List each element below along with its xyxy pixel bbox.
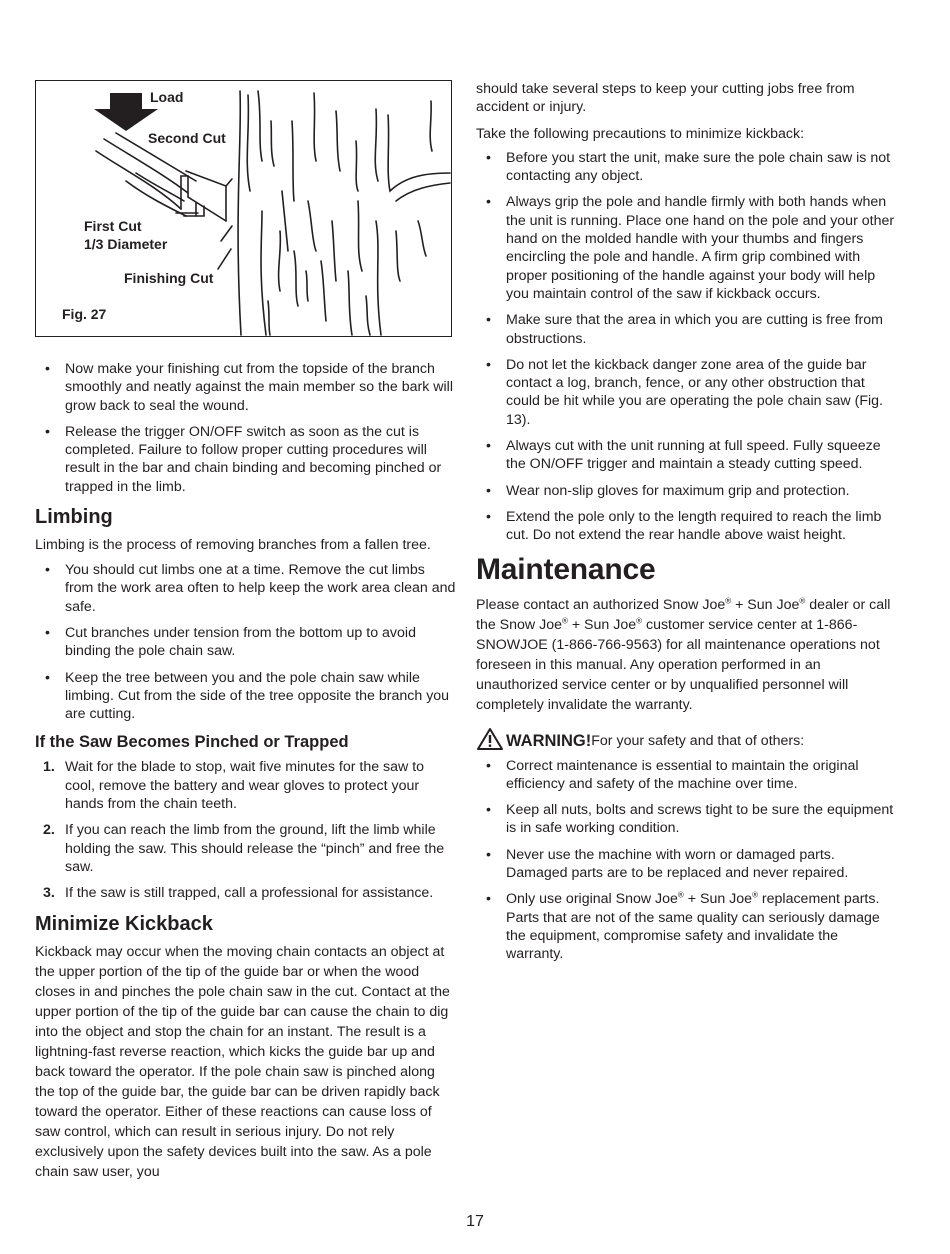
list-item: • Make sure that the area in which you are cutting is free from obstructions. bbox=[486, 312, 883, 347]
label-first-cut: First Cut bbox=[84, 218, 142, 234]
list-item: • Always cut with the unit running at full speed. Fully squeeze the ON/OFF trigger and maintain a steady cutting speed. bbox=[486, 438, 881, 473]
page-number: 17 bbox=[466, 1213, 484, 1230]
list-item: • Keep all nuts, bolts and screws tight to be sure the equipment is in safe working condition. bbox=[486, 802, 894, 837]
list-item: 3. If the saw is still trapped, call a professional for assistance. bbox=[43, 885, 434, 902]
precautions-list bbox=[476, 149, 898, 545]
left-column bbox=[35, 360, 457, 1182]
list-item: • Before you start the unit, make sure the pole chain saw is not contacting any object. bbox=[486, 149, 891, 185]
label-second-cut: Second Cut bbox=[148, 130, 226, 146]
finishing-bullets bbox=[35, 360, 457, 496]
continuation-paragraph: should take several steps to keep your cutting jobs free from accident or injury. bbox=[476, 81, 855, 116]
load-arrow-icon bbox=[94, 93, 158, 131]
warning-text: For your safety and that of others: bbox=[591, 732, 805, 749]
pinched-heading: If the Saw Becomes Pinched or Trapped bbox=[35, 733, 349, 752]
list-item: • Correct maintenance is essential to maintain the original efficiency and safety of the machine over time. bbox=[486, 757, 859, 792]
limbing-heading: Limbing bbox=[35, 506, 113, 529]
list-item: • Wear non-slip gloves for maximum grip and protection. bbox=[486, 482, 850, 499]
list-item: • Never use the machine with worn or damaged parts. Damaged parts are to be replaced and never repaired. bbox=[486, 846, 849, 882]
list-item: • Keep the tree between you and the pole chain saw while limbing. Cut from the side of the tree opposite the branch you are cutting. bbox=[45, 669, 450, 723]
label-finishing-cut: Finishing Cut bbox=[124, 270, 214, 286]
maintenance-list bbox=[476, 757, 898, 964]
list-item: • Release the trigger ON/OFF switch as soon as the cut is completed. Failure to follow proper cutting procedures will result in the bar and chain binding and becoming pinched or trapped in the limb. bbox=[45, 423, 442, 495]
list-item: • Extend the pole only to the length required to reach the limb cut. Do not extend the rear handle above waist height. bbox=[486, 508, 882, 544]
list-item: 2. If you can reach the limb from the ground, lift the limb while holding the saw. This should release the “pinch” and free the saw. bbox=[43, 822, 445, 875]
list-item: 1. Wait for the blade to stop, wait five minutes for the saw to cool, remove the battery and wear gloves to protect your hands from the chain teeth. bbox=[43, 759, 425, 813]
figure-caption: Fig. 27 bbox=[62, 306, 107, 322]
list-item: • Now make your finishing cut from the topside of the branch smoothly and neatly against the main member so the bark will grow back to seal the wound. bbox=[45, 361, 453, 414]
kickback-paragraph: Kickback may occur when the moving chain contacts an object at the upper portion of the tip of the guide bar or when the wood closes in and pinches the pole chain saw in the cut. Contact at the upper portion of the tip of the guide bar can cause the chain to dig into the object and stop the chain for an instant. The result is a lightning-fast reverse reaction, which kicks the guide bar up and back toward the operator. If the pole chain saw is pinched along the top of the guide bar, the guide bar can be driven rapidly back toward the operator. Either of these reactions can cause loss of saw control, which can result in serious injury. Do not rely exclusively upon the safety devices built into the saw. As a pole chain saw user, you bbox=[35, 943, 450, 1180]
limbing-intro: Limbing is the process of removing branches from a fallen tree. bbox=[35, 537, 431, 554]
precautions-intro: Take the following precautions to minimize kickback: bbox=[476, 125, 805, 142]
kickback-heading: Minimize Kickback bbox=[35, 912, 213, 935]
warning-triangle-icon bbox=[476, 727, 504, 751]
list-item: • Always grip the pole and handle firmly with both hands when the unit is running. Place one hand on the pole and your other hand on the molded handle with your thumbs and fingers encircling the pole and handle. A firm grip combined with proper positioning of the handle against your body will help you maintain control of the saw if kickback occurs. bbox=[486, 194, 895, 302]
limbing-bullets bbox=[35, 561, 457, 723]
maintenance-paragraph: Please contact an authorized Snow Joe® + Sun Joe® dealer or call the Snow Joe® + Sun Joe® customer service center at 1-866-SNOWJOE (1-866-766-9563) for all maintenance operations not foreseen in this manual. Any operation performed in an unauthorized service center or by unqualified personnel will completely invalidate the warranty. bbox=[476, 595, 891, 713]
pinched-steps bbox=[35, 758, 457, 902]
label-load: Load bbox=[150, 89, 184, 105]
label-one-third-diameter: 1/3 Diameter bbox=[84, 236, 168, 252]
list-item: • Only use original Snow Joe® + Sun Joe® replacement parts. Parts that are not of the same quality can seriously damage the equipment, compromise safety and invalidate the warranty. bbox=[486, 890, 880, 963]
warning-label: WARNING! bbox=[506, 731, 592, 750]
figure-27 bbox=[35, 80, 452, 337]
list-item: • Do not let the kickback danger zone area of the guide bar contact a log, branch, fence, or any other obstruction that could be hit while you are operating the pole chain saw (Fig. 13). bbox=[486, 356, 883, 428]
warning-line bbox=[476, 727, 898, 751]
list-item: • You should cut limbs one at a time. Remove the cut limbs from the work area often to help keep the work area clean and safe. bbox=[45, 562, 456, 615]
tree-pruning-illustration bbox=[36, 81, 451, 336]
right-column bbox=[476, 80, 898, 972]
maintenance-heading: Maintenance bbox=[476, 552, 656, 586]
list-item: • Cut branches under tension from the bottom up to avoid binding the pole chain saw. bbox=[45, 624, 416, 660]
